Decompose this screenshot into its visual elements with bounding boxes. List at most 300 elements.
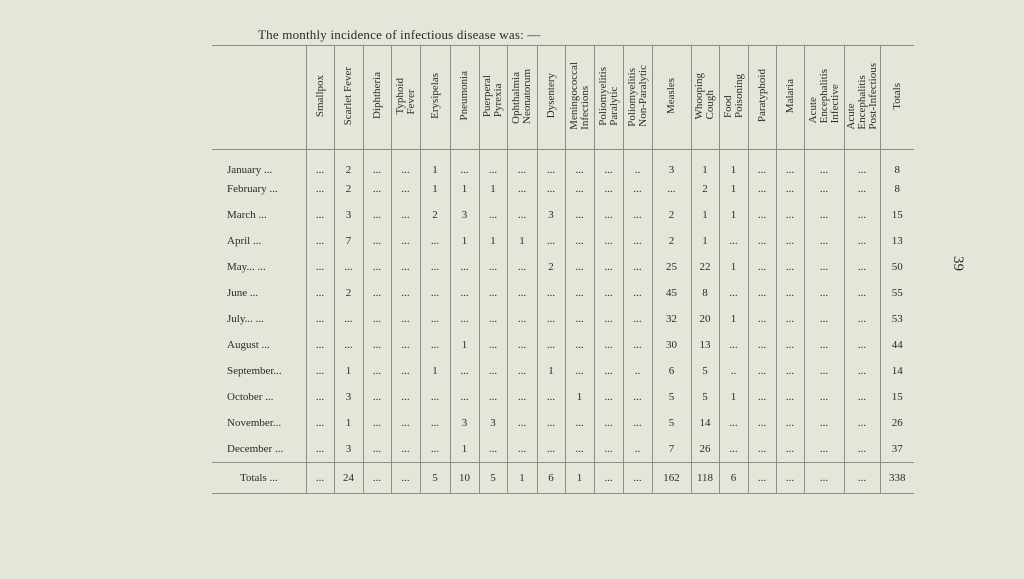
table-cell: 32 — [652, 306, 691, 332]
totals-cell: ... — [391, 462, 420, 493]
table-cell: ... — [391, 306, 420, 332]
table-cell: ... — [719, 228, 748, 254]
totals-cell: 6 — [719, 462, 748, 493]
table-cell: 37 — [880, 436, 914, 462]
table-cell: 1 — [450, 176, 479, 202]
table-cell: ... — [306, 410, 334, 436]
table-cell: ... — [420, 410, 450, 436]
table-cell: ... — [363, 306, 391, 332]
table-cell: ... — [507, 176, 537, 202]
totals-cell: ... — [623, 462, 652, 493]
table-row — [212, 306, 914, 332]
table-cell: ... — [420, 384, 450, 410]
column-header-label: Typhoid Fever — [393, 77, 417, 115]
table-cell: 2 — [420, 202, 450, 228]
table-cell: ... — [776, 280, 804, 306]
table-cell: 5 — [652, 410, 691, 436]
table-cell: ... — [363, 358, 391, 384]
table-cell: ... — [804, 332, 844, 358]
table-cell: ... — [844, 254, 880, 280]
table-cell: ... — [844, 150, 880, 177]
table-cell: ... — [623, 202, 652, 228]
table-cell: ... — [594, 384, 623, 410]
table-cell: ... — [391, 384, 420, 410]
table-cell: ... — [479, 332, 507, 358]
table-cell: ... — [479, 306, 507, 332]
table-cell: ... — [363, 228, 391, 254]
table-cell: ... — [623, 176, 652, 202]
table-cell: ... — [804, 384, 844, 410]
table-cell: ... — [776, 306, 804, 332]
month-label: August ... — [227, 339, 270, 351]
table-cell: ... — [844, 306, 880, 332]
table-cell: 44 — [880, 332, 914, 358]
table-row — [212, 202, 914, 228]
table-cell: ... — [565, 410, 594, 436]
table-cell: ... — [391, 436, 420, 462]
table-cell: 1 — [691, 228, 719, 254]
table-cell: 1 — [719, 254, 748, 280]
totals-cell: ... — [804, 462, 844, 493]
totals-cell: 5 — [479, 462, 507, 493]
table-cell: 1 — [719, 306, 748, 332]
table-cell: 3 — [334, 384, 363, 410]
table-cell: ... — [748, 228, 776, 254]
table-cell: ... — [507, 358, 537, 384]
column-header-label: Poliomyelitis Non-Paralytic — [625, 65, 649, 127]
table-cell: ... — [450, 254, 479, 280]
column-header — [334, 46, 363, 150]
table-cell: ... — [479, 436, 507, 462]
column-header-label: Meningococcal Infections — [567, 62, 591, 130]
table-cell: ... — [776, 228, 804, 254]
column-header-label: Smallpox — [313, 74, 326, 118]
table-cell: ... — [420, 254, 450, 280]
table-cell: ... — [391, 410, 420, 436]
month-label: July... ... — [227, 313, 264, 325]
column-header — [880, 46, 914, 150]
table-cell: ... — [306, 202, 334, 228]
table-cell: 1 — [334, 358, 363, 384]
table-cell: 3 — [479, 410, 507, 436]
table-row — [212, 280, 914, 306]
table-cell: ... — [507, 332, 537, 358]
table-cell: 1 — [691, 150, 719, 177]
table-cell: ... — [804, 150, 844, 177]
table-cell: ... — [594, 436, 623, 462]
month-label: June ... — [227, 287, 259, 299]
column-header — [363, 46, 391, 150]
table-cell: 2 — [691, 176, 719, 202]
table-cell: 1 — [334, 410, 363, 436]
table-cell: ... — [594, 280, 623, 306]
table-cell: ... — [804, 228, 844, 254]
table-cell: .. — [623, 150, 652, 177]
column-header-label: Puerperal Pyrexia — [481, 74, 504, 118]
table-cell: ... — [537, 332, 565, 358]
table-cell: ... — [844, 280, 880, 306]
column-header — [748, 46, 776, 150]
table-cell: ... — [565, 176, 594, 202]
table-cell: 1 — [420, 358, 450, 384]
totals-cell: 6 — [537, 462, 565, 493]
column-header — [420, 46, 450, 150]
column-header — [565, 46, 594, 150]
table-cell: 1 — [565, 384, 594, 410]
table-cell: 7 — [652, 436, 691, 462]
table-cell: ... — [623, 332, 652, 358]
table-cell: ... — [450, 384, 479, 410]
totals-cell: 1 — [507, 462, 537, 493]
column-header — [691, 46, 719, 150]
table-cell: 1 — [450, 228, 479, 254]
table-cell: ... — [623, 410, 652, 436]
table-cell: ... — [594, 150, 623, 177]
table-cell: ... — [391, 332, 420, 358]
table-cell: ... — [450, 280, 479, 306]
table-cell: ... — [748, 358, 776, 384]
totals-cell: ... — [776, 462, 804, 493]
table-cell: ... — [594, 410, 623, 436]
table-cell: 2 — [334, 176, 363, 202]
table-cell: ... — [594, 306, 623, 332]
table-cell: ... — [537, 436, 565, 462]
table-cell: 1 — [420, 176, 450, 202]
column-header — [623, 46, 652, 150]
table-cell: ... — [719, 332, 748, 358]
column-header — [306, 46, 334, 150]
table-cell: ... — [306, 176, 334, 202]
totals-cell: 5 — [420, 462, 450, 493]
table-cell: ... — [306, 150, 334, 177]
table-cell: 5 — [691, 358, 719, 384]
table-cell: ... — [776, 358, 804, 384]
table-cell: ... — [623, 228, 652, 254]
table-cell: ... — [565, 150, 594, 177]
table-cell: ... — [776, 202, 804, 228]
table-cell: 2 — [537, 254, 565, 280]
table-cell: ... — [748, 410, 776, 436]
table-cell: ... — [623, 280, 652, 306]
table-cell: ... — [479, 358, 507, 384]
totals-cell: 24 — [334, 462, 363, 493]
table-cell: 1 — [719, 384, 748, 410]
table-cell: ... — [537, 176, 565, 202]
table-cell: ... — [594, 228, 623, 254]
table-cell: ... — [507, 150, 537, 177]
column-header — [479, 46, 507, 150]
totals-label: Totals ... — [212, 462, 306, 493]
table-cell: ... — [450, 358, 479, 384]
table-cell: ... — [420, 436, 450, 462]
table-cell: ... — [507, 280, 537, 306]
table-cell: ... — [537, 280, 565, 306]
page-number: 39 — [950, 256, 966, 271]
table-cell: ... — [748, 202, 776, 228]
table-cell: ... — [363, 410, 391, 436]
table-cell: 1 — [479, 176, 507, 202]
table-cell: ... — [363, 150, 391, 177]
table-cell: ... — [565, 358, 594, 384]
table-cell: 5 — [691, 384, 719, 410]
table-cell: ... — [748, 332, 776, 358]
table-cell: 1 — [479, 228, 507, 254]
table-cell: ... — [804, 202, 844, 228]
table-cell: ... — [420, 228, 450, 254]
totals-cell: ... — [363, 462, 391, 493]
column-header-label: Malaria — [783, 78, 796, 114]
column-header-label: Erysipelas — [428, 73, 441, 119]
table-cell: 14 — [880, 358, 914, 384]
column-header-label: Measles — [665, 77, 677, 115]
month-label: January ... — [227, 164, 273, 176]
table-cell: ... — [844, 332, 880, 358]
column-header-label: Food Poisoning — [721, 73, 745, 118]
table-cell: ... — [594, 254, 623, 280]
table-cell: 1 — [719, 202, 748, 228]
table-cell: .. — [719, 358, 748, 384]
table-cell: ... — [565, 254, 594, 280]
table-cell: ... — [391, 202, 420, 228]
totals-cell: 162 — [652, 462, 691, 493]
column-header — [844, 46, 880, 150]
column-header-label: Poliomyelitis Paralytic — [596, 66, 620, 126]
table-cell: ... — [776, 254, 804, 280]
column-header-label: Ophthalmia Neonatorum — [510, 68, 533, 124]
table-cell: 15 — [880, 384, 914, 410]
totals-cell: ... — [594, 462, 623, 493]
totals-cell: 118 — [691, 462, 719, 493]
table-cell: ... — [804, 306, 844, 332]
table-cell: ... — [804, 410, 844, 436]
table-cell: ... — [334, 332, 363, 358]
table-cell: 8 — [880, 150, 914, 177]
totals-cell: ... — [306, 462, 334, 493]
table-cell: ... — [565, 436, 594, 462]
table-cell: 26 — [880, 410, 914, 436]
table-cell: ... — [748, 176, 776, 202]
table-cell: ... — [306, 332, 334, 358]
table-cell: 26 — [691, 436, 719, 462]
column-header — [719, 46, 748, 150]
table-cell: ... — [391, 150, 420, 177]
table-row — [212, 332, 914, 358]
column-header-label: Whooping Cough — [693, 72, 716, 120]
table-cell: ... — [420, 332, 450, 358]
table-cell: ... — [479, 202, 507, 228]
table-cell: 6 — [652, 358, 691, 384]
table-cell: ... — [748, 150, 776, 177]
totals-cell: ... — [844, 462, 880, 493]
table-cell: ... — [363, 202, 391, 228]
table-cell: ... — [306, 254, 334, 280]
table-cell: 3 — [450, 202, 479, 228]
infectious-disease-table — [212, 45, 914, 494]
table-cell: ... — [652, 176, 691, 202]
column-header-label: Scarlet Fever — [342, 66, 354, 126]
table-cell: ... — [844, 358, 880, 384]
table-cell: 1 — [719, 176, 748, 202]
column-header — [450, 46, 479, 150]
table-row — [212, 358, 914, 384]
month-label: December ... — [227, 442, 284, 455]
table-cell: ... — [565, 280, 594, 306]
table-cell: 50 — [880, 254, 914, 280]
table-cell: ... — [719, 410, 748, 436]
month-column-header — [212, 46, 306, 150]
month-label: October ... — [227, 391, 274, 403]
month-label: September... — [227, 365, 282, 377]
table-cell: ... — [479, 254, 507, 280]
table-cell: 45 — [652, 280, 691, 306]
table-cell: ... — [719, 436, 748, 462]
totals-cell: 1 — [565, 462, 594, 493]
table-cell: ... — [748, 280, 776, 306]
table-cell: ... — [479, 384, 507, 410]
table-cell: ... — [507, 306, 537, 332]
table-cell: ... — [507, 384, 537, 410]
table-cell: ... — [537, 150, 565, 177]
totals-cell: 338 — [880, 462, 914, 493]
table-cell: ... — [776, 384, 804, 410]
table-cell: ... — [844, 436, 880, 462]
column-header — [804, 46, 844, 150]
table-cell: ... — [776, 150, 804, 177]
month-label: November... — [227, 417, 282, 429]
table-cell: ... — [537, 384, 565, 410]
month-label: February ... — [227, 183, 278, 195]
table-cell: ... — [748, 254, 776, 280]
table-cell: ... — [391, 176, 420, 202]
table-cell: ... — [507, 436, 537, 462]
table-cell: 1 — [691, 202, 719, 228]
table-cell: 25 — [652, 254, 691, 280]
column-header — [507, 46, 537, 150]
table-cell: ... — [363, 436, 391, 462]
table-cell: ... — [391, 280, 420, 306]
table-cell: ... — [844, 202, 880, 228]
totals-row — [212, 462, 914, 493]
month-label: May... ... — [227, 261, 266, 273]
table-cell: ... — [594, 332, 623, 358]
table-cell: ... — [565, 228, 594, 254]
table-cell: 1 — [450, 332, 479, 358]
table-cell: ... — [748, 436, 776, 462]
table-cell: 13 — [691, 332, 719, 358]
table-cell: ... — [804, 280, 844, 306]
column-header — [537, 46, 565, 150]
column-header-label: Acute Encephalitis Infective — [806, 68, 841, 124]
table-cell: ... — [844, 176, 880, 202]
table-cell: ... — [306, 306, 334, 332]
table-cell: ... — [363, 384, 391, 410]
table-cell: ... — [537, 228, 565, 254]
table-cell: ... — [594, 202, 623, 228]
column-header-label: Totals — [890, 82, 903, 110]
table-cell: 8 — [691, 280, 719, 306]
table-cell: 1 — [507, 228, 537, 254]
table-cell: ... — [776, 176, 804, 202]
table-cell: ... — [776, 436, 804, 462]
table-cell: ... — [565, 202, 594, 228]
table-cell: ... — [391, 358, 420, 384]
table-cell: ... — [748, 306, 776, 332]
table-cell: ... — [804, 176, 844, 202]
table-cell: 8 — [880, 176, 914, 202]
table-cell: ... — [363, 280, 391, 306]
table-cell: 3 — [450, 410, 479, 436]
column-header-label: Acute Encephalitis Post-Infectious — [844, 62, 879, 130]
column-header — [594, 46, 623, 150]
table-cell: ... — [507, 410, 537, 436]
table-cell: ... — [537, 306, 565, 332]
table-cell: 2 — [334, 150, 363, 177]
table-cell: 1 — [420, 150, 450, 177]
table-cell: 1 — [537, 358, 565, 384]
table-row — [212, 384, 914, 410]
table-cell: ... — [334, 254, 363, 280]
column-header-label: Pneumonia — [458, 71, 470, 121]
table-cell: ... — [565, 332, 594, 358]
table-cell: ... — [776, 332, 804, 358]
table-cell: ... — [748, 384, 776, 410]
column-header-label: Diphtheria — [370, 72, 383, 120]
table-cell: 20 — [691, 306, 719, 332]
table-cell: ... — [306, 228, 334, 254]
table-cell: ... — [623, 306, 652, 332]
table-cell: 1 — [719, 150, 748, 177]
table-cell: ... — [844, 228, 880, 254]
table-cell: ... — [306, 280, 334, 306]
table-cell: ... — [565, 306, 594, 332]
table-cell: 13 — [880, 228, 914, 254]
table-cell: 3 — [334, 436, 363, 462]
table-cell: 14 — [691, 410, 719, 436]
table-cell: 3 — [537, 202, 565, 228]
table-cell: ... — [776, 410, 804, 436]
table-row — [212, 436, 914, 462]
table-cell: 2 — [334, 280, 363, 306]
table-cell: 15 — [880, 202, 914, 228]
table-cell: ... — [420, 306, 450, 332]
table-cell: ... — [719, 280, 748, 306]
table-cell: ... — [450, 306, 479, 332]
table-cell: .. — [623, 358, 652, 384]
month-label: March ... — [227, 209, 267, 221]
table-cell: ... — [306, 358, 334, 384]
table-cell: ... — [420, 280, 450, 306]
table-cell: ... — [507, 254, 537, 280]
table-cell: ... — [507, 202, 537, 228]
table-cell: 2 — [652, 202, 691, 228]
table-cell: 7 — [334, 228, 363, 254]
table-cell: ... — [594, 176, 623, 202]
table-cell: ... — [623, 254, 652, 280]
table-cell: ... — [391, 254, 420, 280]
table-cell: 2 — [652, 228, 691, 254]
table-cell: 3 — [652, 150, 691, 177]
table-row — [212, 228, 914, 254]
table-cell: ... — [844, 384, 880, 410]
totals-cell: ... — [748, 462, 776, 493]
table-cell: 1 — [450, 436, 479, 462]
table-cell: ... — [334, 306, 363, 332]
table-cell: ... — [479, 280, 507, 306]
table-cell: 30 — [652, 332, 691, 358]
table-cell: ... — [363, 254, 391, 280]
column-header — [776, 46, 804, 150]
table-cell: 55 — [880, 280, 914, 306]
